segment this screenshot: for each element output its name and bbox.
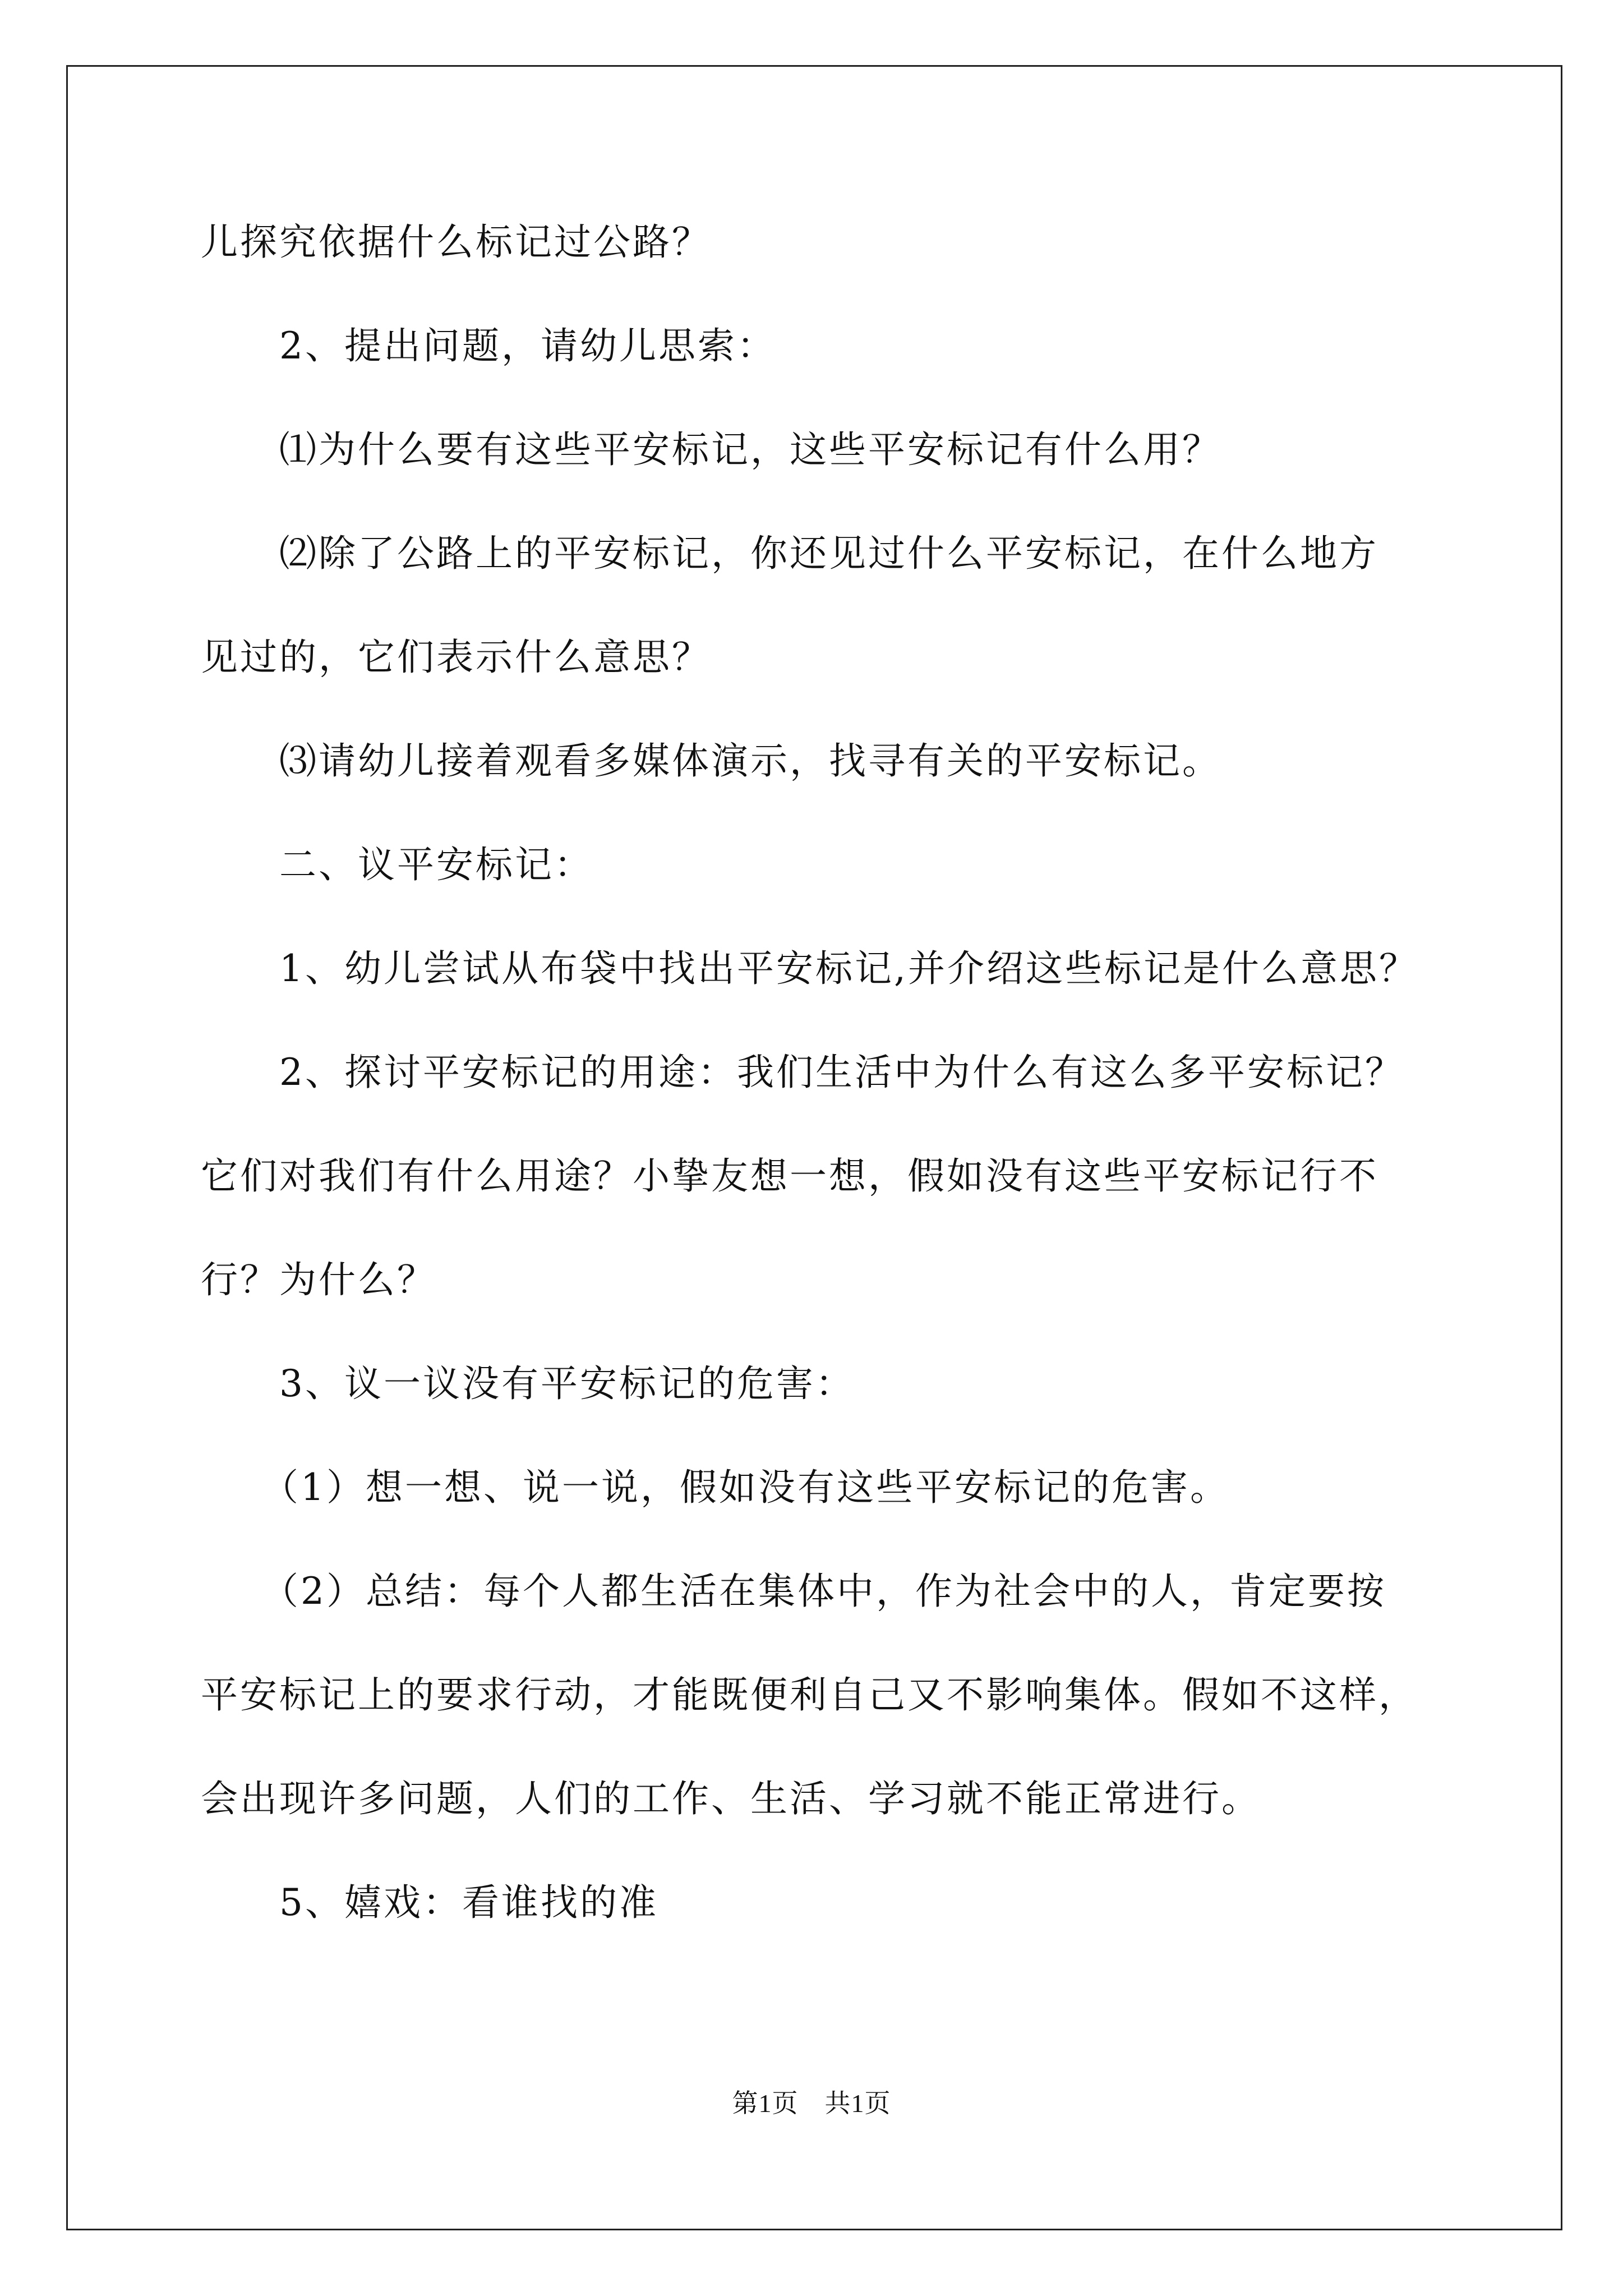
text-line: 2、提出问题，请幼儿思索： — [279, 324, 776, 367]
section-heading: 二、议平安标记： — [279, 843, 593, 886]
text-line: 会出现许多问题，人们的工作、生活、学习就不能正常进行。 — [201, 1777, 1261, 1820]
text-line: 5、嬉戏：看谁找的准 — [279, 1881, 658, 1924]
text-line: 见过的，它们表示什么意思？ — [201, 636, 711, 679]
text-line: 儿探究依据什么标记过公路？ — [201, 220, 711, 264]
text-line: ⑴为什么要有这些平安标记，这些平安标记有什么用？ — [279, 428, 1221, 471]
text-line: 行？为什么？ — [201, 1258, 436, 1301]
page-number: 第1页 共1页 — [732, 2089, 891, 2118]
text-line: ⑵除了公路上的平安标记，你还见过什么平安标记，在什么地方 — [279, 532, 1378, 575]
text-line: ⑶请幼儿接着观看多媒体演示，找寻有关的平安标记。 — [279, 739, 1221, 783]
text-line: 它们对我们有什么用途？小挚友想一想，假如没有这些平安标记行不 — [201, 1154, 1378, 1198]
text-line: 1、幼儿尝试从布袋中找出平安标记,并介绍这些标记是什么意思？ — [279, 947, 1418, 990]
text-line: 平安标记上的要求行动，才能既便利自己又不影响集体。假如不这样， — [201, 1673, 1418, 1717]
text-line: 2、探讨平安标记的用途：我们生活中为什么有这么多平安标记？ — [279, 1051, 1404, 1094]
text-line: 3、议一议没有平安标记的危害： — [279, 1362, 855, 1405]
text-line: （1）想一想、说一说，假如没有这些平安标记的危害。 — [261, 1466, 1229, 1509]
text-line: （2）总结：每个人都生活在集体中，作为社会中的人，肯定要按 — [261, 1570, 1386, 1613]
